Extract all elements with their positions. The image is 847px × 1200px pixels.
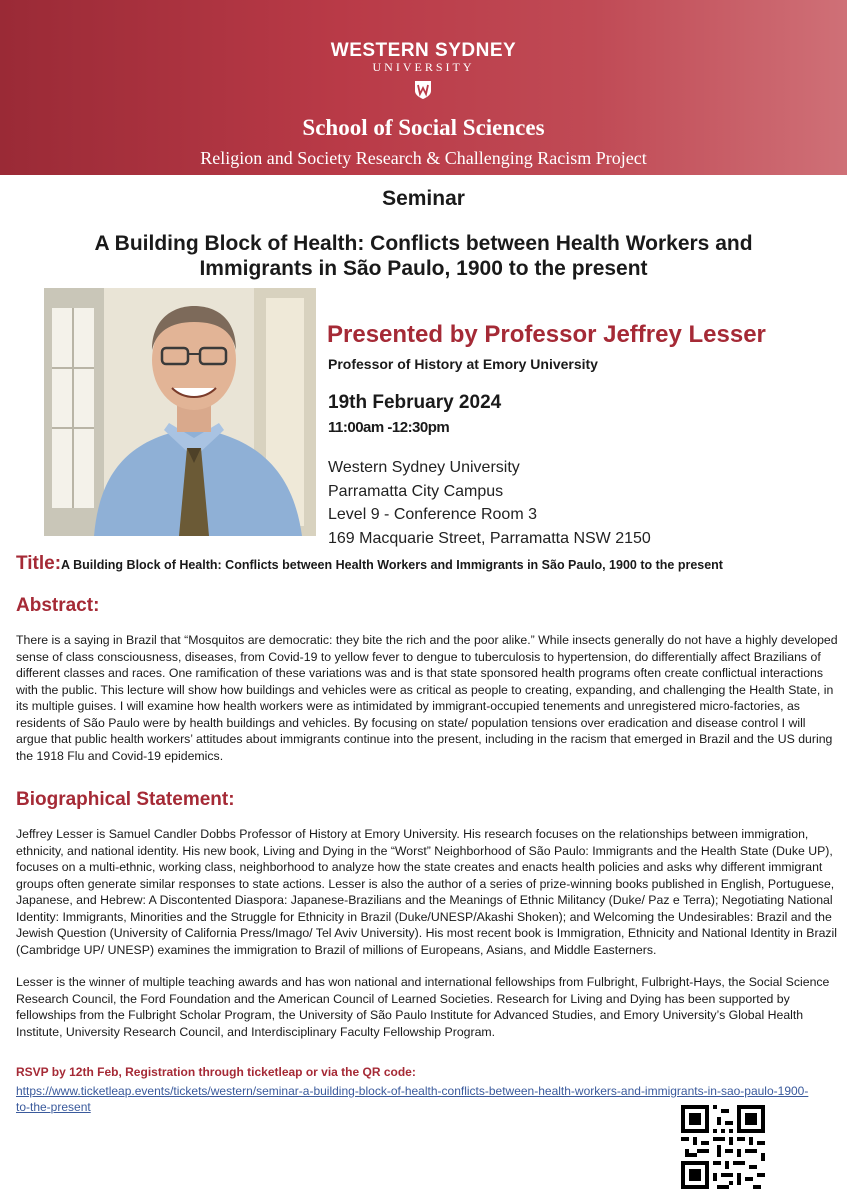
event-type-label: Seminar [382,187,465,210]
abstract-heading: Abstract: [16,595,100,616]
abstract-body: There is a saying in Brazil that “Mosquitos are democratic: they bite the rich and the poor alike.” While insects generally do not have a highly developed sense of class consciousness, diseases, from Covid-19 to yellow fever to dengue to tuberculosis to hypertension, do differentially affect Brazilians of different classes and races. One ramification of these variations was and is that state sponsored health programs often create conflictual interactions with the public. This lecture will show how buildings and vehicles were as critical as people to creating, expanding, and challenging the Health State, in its multiple guises. I will examine how health workers were as intimidated by immigrant-occupied tenements and unregistered micro-factories, as residents of São Paulo were by health buildings and vehicles. By focusing on state/ population tensions over eradication and disease control I will argue that public health workers’ attitudes about immigrants continue into the present, including in the racism that emerged in Brazil and the US during the 1918 Flu and Covid-19 epidemics. [16,633,838,763]
bio-paragraph: Lesser is the winner of multiple teaching awards and has won national and international fellowships from Fulbright, Fulbright-Hays, the Social Science Research Council, the Ford Foundation and the American Council of Learned Societies. Research for Living and Dying has been supported by fellowships from the Fulbright Scholar Program, the University of São Paulo Institute for Advanced Studies, and Emory University’s Global Health Institute, University Research Council, and Interdisciplinary Faculty Fellowship Program. [16,975,830,1039]
venue-line: Level 9 - Conference Room 3 [328,506,537,523]
university-logo-name: WESTERN SYDNEY [330,40,517,61]
title-text: A Building Block of Health: Conflicts between Health Workers and Immigrants in São Paulo, 1900 to the present [61,558,723,572]
venue-line: Western Sydney University [328,459,520,476]
venue-block [328,456,651,550]
project-name: Religion and Society Research & Challenging Racism Project [200,148,647,168]
university-logo-sub: UNIVERSITY [372,60,475,74]
venue-line: Parramatta City Campus [328,482,504,500]
school-name: School of Social Sciences [302,115,545,140]
bio-heading: Biographical Statement: [16,789,235,810]
registration-link[interactable]: https://www.ticketleap.events/tickets/western/seminar-a-building-block-of-health-conflicts-between-health-workers-and-immigrants-in-sao-paulo-1900-to-the-present [16,1084,809,1114]
university-shield-icon [414,80,432,100]
event-time: 11:00am -12:30pm [328,419,450,436]
event-title: A Building Block of Health: Conflicts between Health Workers and Immigrants in São Paulo, 1900 to the present [94,232,753,280]
rsvp-text: RSVP by 12th Feb, Registration through ticketleap or via the QR code: [16,1065,416,1079]
venue-line: 169 Macquarie Street, Parramatta NSW 2150 [328,529,651,547]
title-line [16,553,836,575]
qr-code[interactable] [681,1105,765,1189]
presenter-role: Professor of History at Emory University [328,356,598,372]
title-label: Title: [16,553,62,574]
bio-paragraph: Jeffrey Lesser is Samuel Candler Dobbs Professor of History at Emory University. His research focuses on the relationships between immigration, ethnicity, and national identity. His new book, Living and Dying in the “Worst” Neighborhood of São Paulo: Immigrants and the Health State (Duke UP), focuses on a multi-ethnic, working class, neighborhood to analyze how the state creates and enacts health policies and asks why different immigrant groups often generate similar responses to state actions. Lesser is also the author of a series of prize-winning books published in English, Portuguese, Japanese, and Hebrew: A Discontented Diaspora: Japanese-Brazilians and the Meanings of Ethnic Militancy (Duke/ Paz e Terra); Negotiating National Identity: Immigrants, Minorities and the Struggle for Ethnicity in Brazil (Duke/UNESP/Akashi Shoken); and Welcoming the Undesirables: Brazil and the Jewish Question (University of California Press/Imago/ Tel Aviv University). His most recent book is Immigration, Ethnicity and National Identity in Brazil (Cambridge UP/ UNESP) examines the immigration to Brazil of millions of Europeans, Asians, and Middle Easterners. [16,827,838,957]
presenter-photo [44,288,316,536]
event-date: 19th February 2024 [328,392,502,413]
header-banner [0,0,847,175]
presenter-name: Presented by Professor Jeffrey Lesser [327,321,766,348]
